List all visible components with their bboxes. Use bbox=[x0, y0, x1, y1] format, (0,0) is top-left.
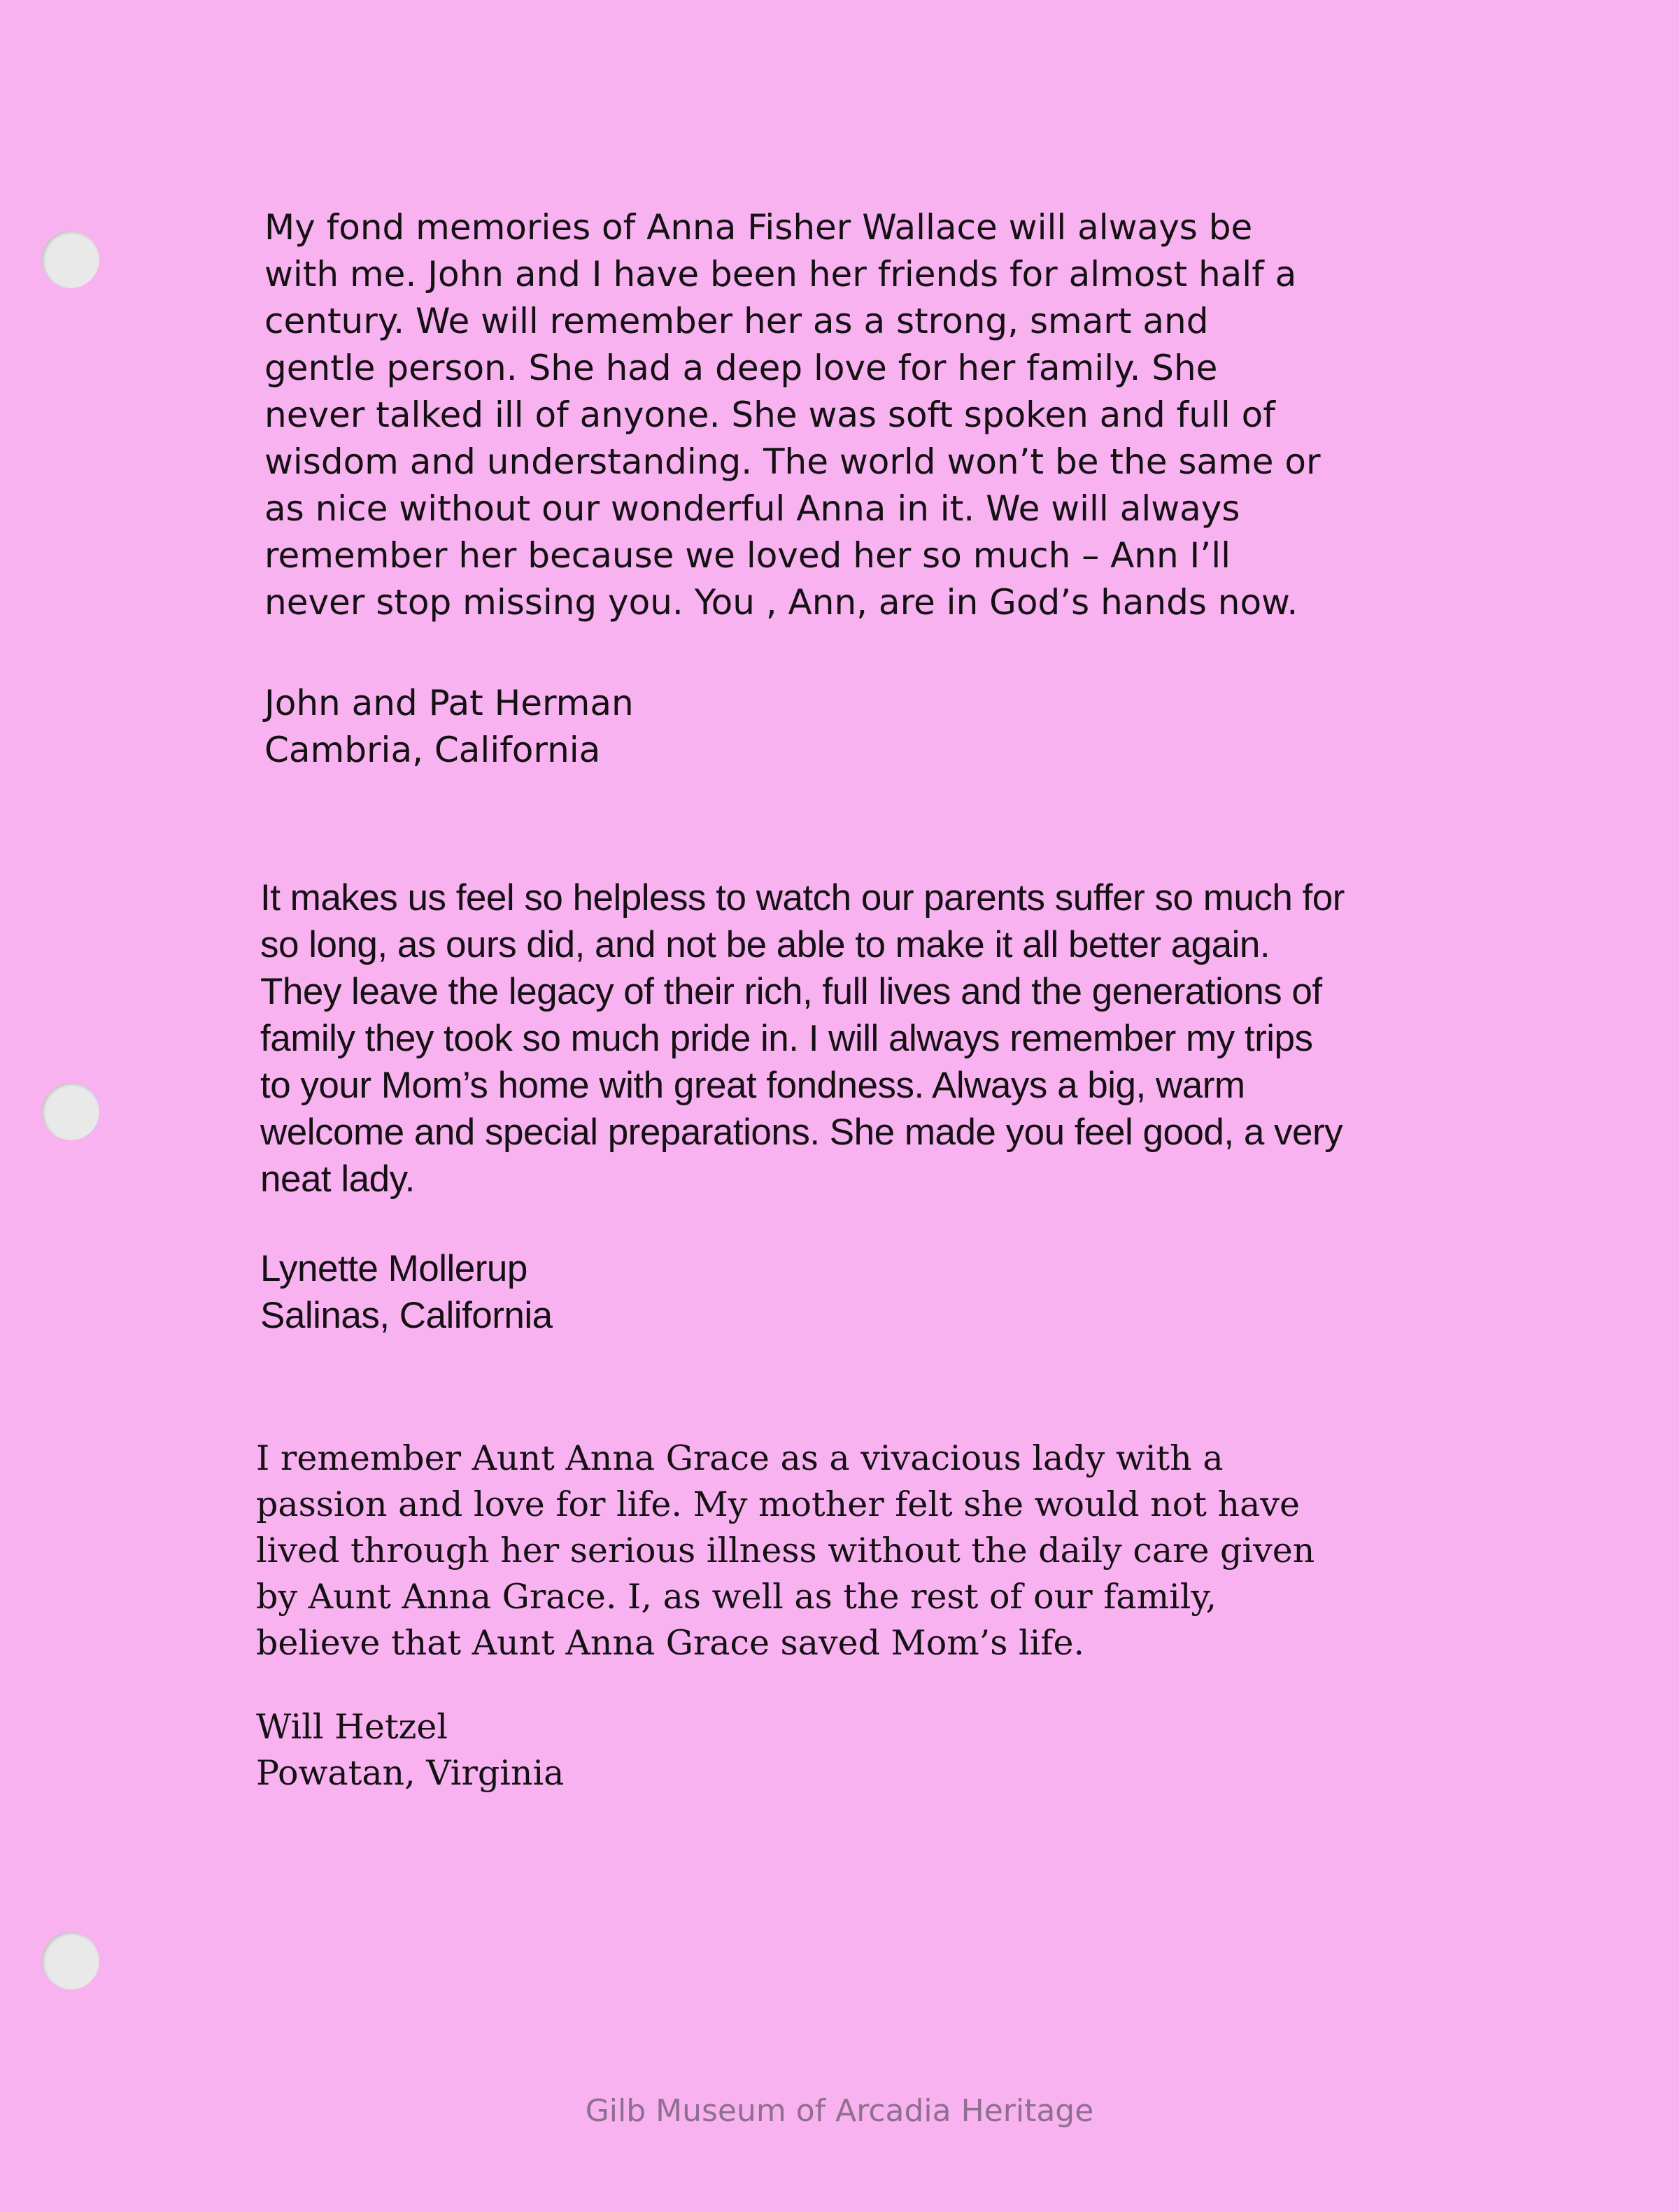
punch-hole-bottom bbox=[42, 1932, 99, 1990]
signature-1 bbox=[264, 680, 634, 774]
museum-watermark: Gilb Museum of Arcadia Heritage bbox=[585, 2093, 1094, 2129]
punch-hole-top bbox=[42, 231, 99, 288]
memory-entry-2 bbox=[260, 874, 1450, 1203]
signature-text-1: John and Pat Herman Cambria, California bbox=[264, 683, 634, 770]
punch-hole-middle bbox=[42, 1083, 99, 1140]
memory-entry-1 bbox=[264, 204, 1454, 626]
signature-3 bbox=[256, 1704, 564, 1796]
memory-text-1: My fond memories of Anna Fisher Wallace will always be with me. John and I have been her friends for almost half a century. We will remember her as a strong, smart and gentle person. She had a deep love for her family. She never talked ill of anyone. She was soft spoken and full of wisdom and understanding. The world won’t be the same or as nice without our wonderful Anna in it. We will always remember her because we loved her so much – Ann I’ll never stop missing you. You , Ann, are in God’s hands now. bbox=[264, 207, 1321, 623]
memory-text-2: It makes us feel so helpless to watch our parents suffer so much for so long, as ours did, and not be able to make it all better again. They leave the legacy of their rich, full lives and the generations of family they took so much pride in. I will always remember my trips to your Mom’s home with great fondness. Always a big, warm welcome and special preparations. She made you feel good, a very neat lady. bbox=[260, 877, 1345, 1200]
memory-entry-3 bbox=[256, 1435, 1445, 1666]
memory-text-3: I remember Aunt Anna Grace as a vivacious lady with a passion and love for life. My mother felt she would not have lived through her serious illness without the daily care given by Aunt Anna Grace. I, as well as the rest of our family, believe that Aunt Anna Grace saved Mom’s life. bbox=[256, 1438, 1315, 1663]
signature-text-2: Lynette Mollerup Salinas, California bbox=[260, 1248, 553, 1336]
signature-text-3: Will Hetzel Powatan, Virginia bbox=[256, 1707, 565, 1793]
signature-2 bbox=[260, 1245, 553, 1339]
